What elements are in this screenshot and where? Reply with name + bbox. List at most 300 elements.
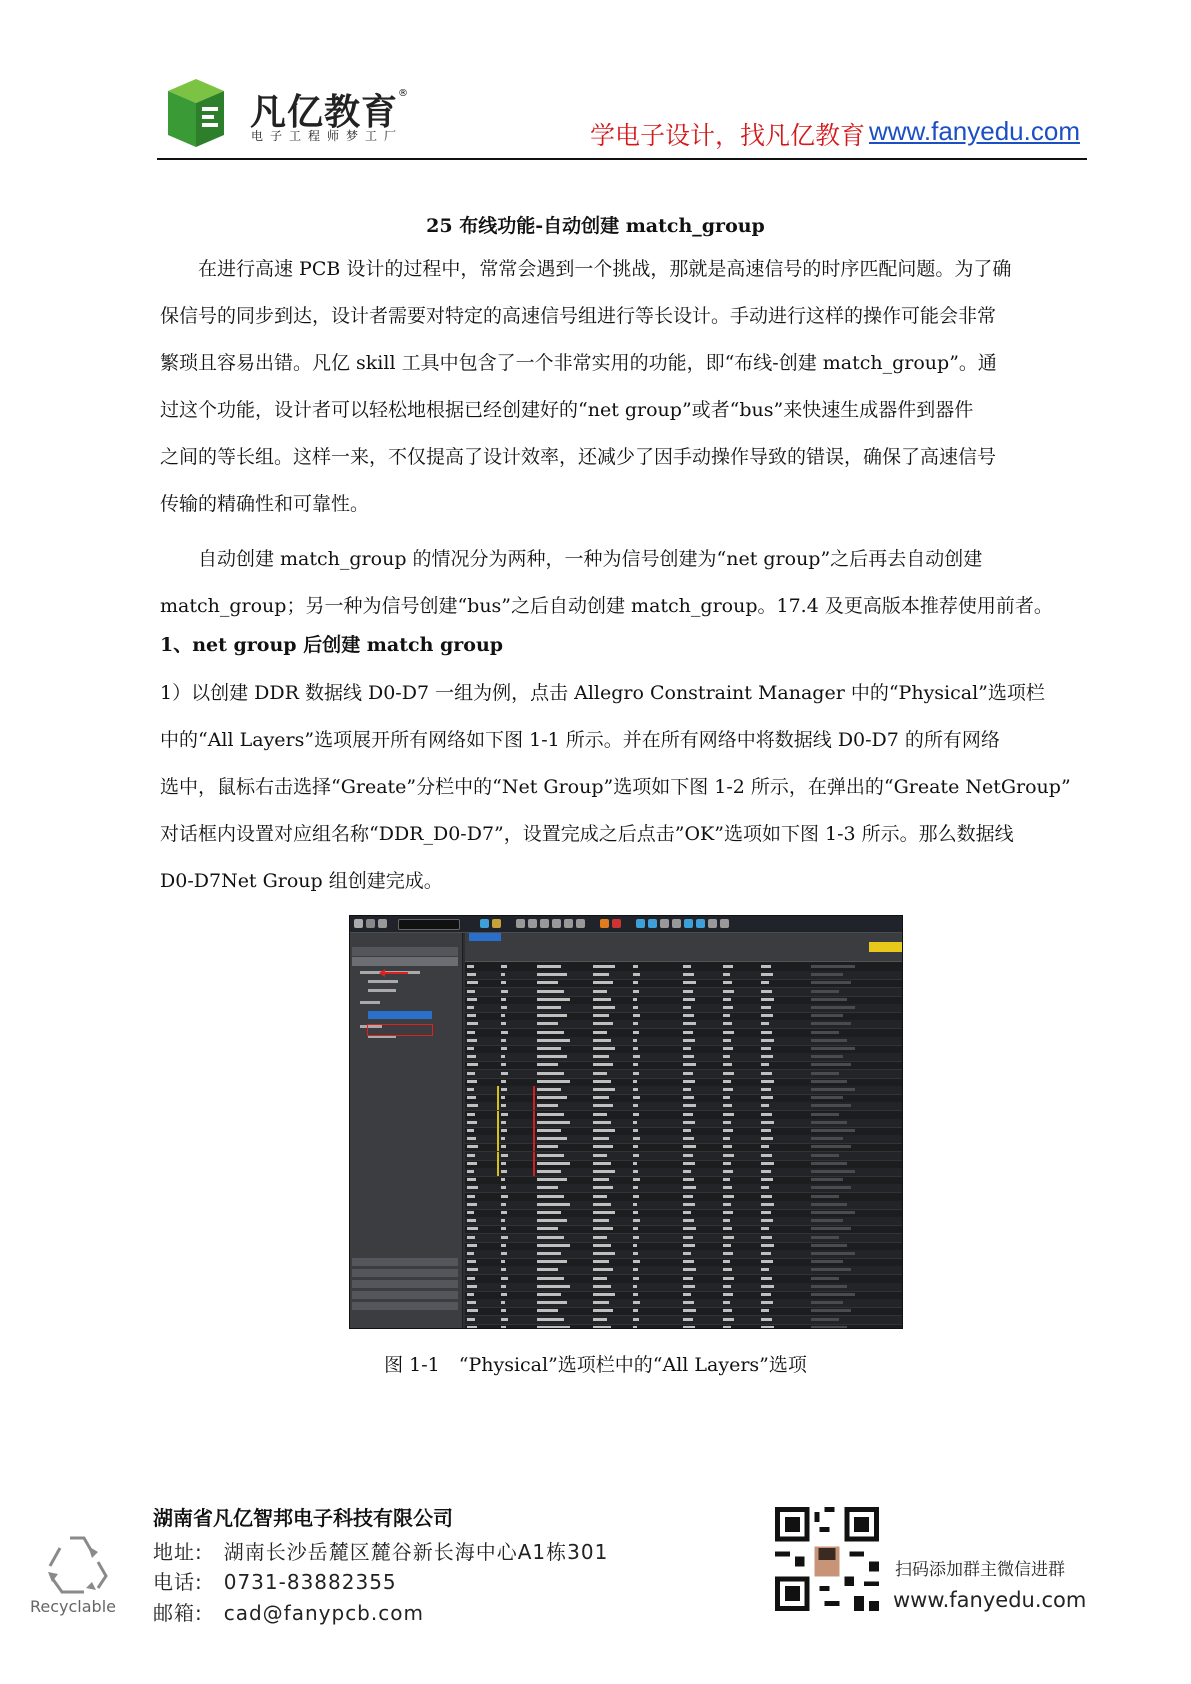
spreadsheet-cell	[683, 1154, 693, 1157]
spreadsheet-header	[465, 933, 902, 962]
spreadsheet-cell	[633, 1178, 640, 1181]
spreadsheet-cell	[723, 1244, 731, 1247]
spreadsheet-cell	[761, 1088, 771, 1091]
spreadsheet-cell	[761, 1162, 774, 1165]
text-line: match_group；另一种为信号创建“bus”之后自动创建 match_group。17.4 及更高版本推荐使用前者。	[160, 595, 1053, 617]
spreadsheet-tab	[469, 933, 501, 941]
spreadsheet-cell	[683, 1072, 693, 1075]
spreadsheet-cell	[467, 1277, 475, 1280]
text-line: 选中，鼠标右击选择“Greate”分栏中的“Net Group”选项如下图 1-2 所示，在弹出的“Greate NetGroup”	[160, 776, 1071, 798]
spreadsheet-cell	[811, 981, 851, 984]
spreadsheet-cell	[723, 1006, 733, 1009]
spreadsheet-cell	[811, 1186, 851, 1189]
selection-marker	[497, 1094, 499, 1102]
text-line: D0-D7Net Group 组创建完成。	[160, 870, 443, 892]
spreadsheet-cell	[501, 1072, 508, 1075]
spreadsheet-cell	[537, 1268, 558, 1271]
spreadsheet-cell	[501, 1219, 505, 1222]
spreadsheet-cell	[761, 1227, 769, 1230]
text-line: 过这个功能，设计者可以轻松地根据已经创建好的“net group”或者“bus”来快速生成器件到器件	[160, 399, 974, 421]
spreadsheet-cell	[633, 1022, 638, 1025]
spreadsheet-cell	[683, 1096, 694, 1099]
spreadsheet-cell	[723, 990, 734, 993]
spreadsheet-cell	[537, 1080, 570, 1083]
spreadsheet-cell	[593, 1301, 609, 1304]
header-website-link[interactable]: www.fanyedu.com	[869, 116, 1080, 146]
spreadsheet-cell	[683, 1252, 691, 1255]
spreadsheet-cell	[633, 1260, 640, 1263]
spreadsheet-cell	[467, 990, 475, 993]
spreadsheet-cell	[723, 1096, 730, 1099]
spreadsheet-cell	[501, 1195, 508, 1198]
constraint-manager-screenshot	[349, 915, 903, 1329]
spreadsheet-cell	[761, 1326, 774, 1329]
tree-section	[352, 1258, 458, 1266]
spreadsheet-cell	[633, 1227, 638, 1230]
toolbar-button	[600, 919, 609, 928]
spreadsheet-cell	[811, 1047, 855, 1050]
spreadsheet-cell	[723, 965, 733, 968]
spreadsheet-cell	[501, 1154, 508, 1157]
spreadsheet-cell	[683, 1326, 695, 1329]
spreadsheet-cell	[593, 1285, 611, 1288]
spreadsheet-cell	[811, 1031, 839, 1034]
spreadsheet-cell	[811, 1195, 839, 1198]
spreadsheet-cell	[683, 1063, 696, 1066]
spreadsheet-cell	[683, 1137, 694, 1140]
spreadsheet-cell	[593, 1022, 613, 1025]
spreadsheet-cell	[593, 1318, 607, 1321]
spreadsheet-cell	[633, 1063, 638, 1066]
spreadsheet-cell	[683, 1055, 694, 1058]
spreadsheet-cell	[467, 1170, 474, 1173]
spreadsheet-cell	[811, 1252, 855, 1255]
spreadsheet-cell	[467, 1121, 477, 1124]
spreadsheet-cell	[501, 1031, 508, 1034]
spreadsheet-cell	[683, 1211, 691, 1214]
spreadsheet-cell	[633, 1195, 639, 1198]
spreadsheet-cell	[537, 1088, 561, 1091]
spreadsheet-cell	[501, 981, 506, 984]
spreadsheet-cell	[761, 981, 769, 984]
spreadsheet-cell	[683, 1285, 695, 1288]
spreadsheet-cell	[761, 1293, 771, 1296]
spreadsheet-cell	[723, 1047, 733, 1050]
spreadsheet-cell	[593, 1063, 613, 1066]
spreadsheet-cell	[811, 990, 839, 993]
toolbar-button	[612, 919, 621, 928]
spreadsheet-cell	[593, 1121, 611, 1124]
spreadsheet-cell	[723, 1178, 730, 1181]
spreadsheet-cell	[501, 1211, 507, 1214]
spreadsheet-cell	[761, 1137, 773, 1140]
spreadsheet-cell	[723, 1293, 733, 1296]
spreadsheet-cell	[593, 1260, 609, 1263]
spreadsheet-cell	[761, 1195, 772, 1198]
spreadsheet-cell	[501, 1039, 506, 1042]
spreadsheet-cell	[633, 1039, 637, 1042]
toolbar-button	[528, 919, 537, 928]
spreadsheet-cell	[537, 990, 564, 993]
spreadsheet-cell	[683, 1014, 694, 1017]
spreadsheet-cell	[593, 1244, 611, 1247]
tree-item	[360, 1001, 380, 1004]
spreadsheet-cell	[723, 1309, 732, 1312]
spreadsheet-cell	[633, 1203, 637, 1206]
spreadsheet-cell	[723, 1145, 732, 1148]
spreadsheet-cell	[761, 1260, 773, 1263]
spreadsheet-cell	[761, 1145, 769, 1148]
spreadsheet-cell	[761, 1211, 771, 1214]
spreadsheet-cell	[811, 1055, 843, 1058]
spreadsheet-cell	[467, 1260, 476, 1263]
spreadsheet-cell	[761, 1104, 769, 1107]
selection-marker	[533, 1094, 535, 1102]
spreadsheet-cell	[593, 1219, 609, 1222]
spreadsheet-cell	[811, 998, 847, 1001]
spreadsheet-cell	[633, 1293, 638, 1296]
spreadsheet-cell	[467, 1195, 475, 1198]
spreadsheet-cell	[467, 1031, 475, 1034]
spreadsheet-cell	[723, 1211, 733, 1214]
spreadsheet-cell	[723, 1170, 733, 1173]
fanyi-logo-icon	[160, 77, 232, 149]
spreadsheet-cell	[683, 1121, 695, 1124]
spreadsheet-cell	[723, 1088, 733, 1091]
tree-node-physical	[352, 957, 458, 966]
selection-marker	[533, 1135, 535, 1143]
spreadsheet-cell	[723, 1252, 733, 1255]
spreadsheet-cell	[501, 1318, 508, 1321]
spreadsheet-cell	[633, 1088, 638, 1091]
spreadsheet-cell	[811, 1203, 847, 1206]
spreadsheet-cell	[811, 1236, 839, 1239]
spreadsheet-cell	[633, 1301, 640, 1304]
spreadsheet-cell	[537, 973, 567, 976]
spreadsheet-cell	[467, 1186, 478, 1189]
recyclable-label: Recyclable	[30, 1597, 116, 1616]
spreadsheet-cell	[811, 1154, 839, 1157]
selection-marker	[533, 1143, 535, 1151]
spreadsheet-cell	[467, 981, 478, 984]
red-arrow-annotation	[384, 972, 408, 974]
spreadsheet-cell	[537, 1055, 567, 1058]
spreadsheet-cell	[811, 1006, 855, 1009]
qr-caption: 扫码添加群主微信进群	[895, 1560, 1065, 1580]
spreadsheet-cell	[761, 1113, 772, 1116]
spreadsheet-cell	[537, 1219, 567, 1222]
spreadsheet-cell	[593, 1031, 607, 1034]
wechat-qr-code-icon	[775, 1507, 879, 1611]
spreadsheet-cell	[537, 1096, 567, 1099]
toolbar-button	[684, 919, 693, 928]
spreadsheet-cell	[633, 1096, 640, 1099]
spreadsheet-cell	[537, 1195, 564, 1198]
spreadsheet-cell	[633, 1211, 638, 1214]
spreadsheet-cell	[593, 1047, 615, 1050]
company-phone: 电话: 0731-83882355	[153, 1570, 397, 1594]
spreadsheet-cell	[593, 1080, 611, 1083]
selection-marker	[533, 1119, 535, 1127]
spreadsheet-cell	[683, 1080, 695, 1083]
spreadsheet-cell	[501, 1162, 506, 1165]
tree-section	[352, 1269, 458, 1277]
spreadsheet-cell	[537, 1252, 561, 1255]
section-heading: 1、net group 后创建 match group	[160, 634, 504, 656]
spreadsheet-cell	[501, 1244, 506, 1247]
spreadsheet-cell	[761, 1203, 774, 1206]
spreadsheet-cell	[593, 998, 611, 1001]
spreadsheet-cell	[761, 1055, 773, 1058]
spreadsheet-cell	[467, 973, 476, 976]
toolbar-button	[648, 919, 657, 928]
spreadsheet-cell	[537, 1211, 561, 1214]
spreadsheet-cell	[811, 1178, 843, 1181]
tree-node-electrical	[352, 947, 458, 956]
spreadsheet-cell	[501, 998, 506, 1001]
spreadsheet-cell	[593, 1162, 611, 1165]
spreadsheet-cell	[761, 965, 771, 968]
spreadsheet-cell	[537, 1154, 564, 1157]
spreadsheet-cell	[467, 1293, 474, 1296]
spreadsheet-cell	[537, 1301, 567, 1304]
toolbar-button	[492, 919, 501, 928]
spreadsheet-cell	[761, 1047, 771, 1050]
spreadsheet-cell	[633, 1047, 638, 1050]
spreadsheet-cell	[683, 1039, 695, 1042]
worksheet-tree-panel	[350, 933, 463, 1328]
spreadsheet-cell	[537, 981, 558, 984]
spreadsheet-cell	[537, 1260, 567, 1263]
footer-website-link[interactable]: www.fanyedu.com	[893, 1588, 1087, 1612]
spreadsheet-cell	[633, 1055, 640, 1058]
spreadsheet-cell	[761, 1277, 772, 1280]
tree-item	[368, 980, 398, 983]
spreadsheet-cell	[501, 1178, 505, 1181]
spreadsheet-cell	[501, 1227, 506, 1230]
spreadsheet-cell	[811, 1145, 851, 1148]
toolbar-button	[696, 919, 705, 928]
spreadsheet-cell	[761, 1072, 772, 1075]
spreadsheet-cell	[633, 1170, 638, 1173]
toolbar-button	[636, 919, 645, 928]
spreadsheet-cell	[723, 1154, 734, 1157]
spreadsheet-cell	[633, 965, 638, 968]
spreadsheet-cell	[593, 981, 613, 984]
spreadsheet-cell	[501, 1063, 506, 1066]
spreadsheet-cell	[683, 1178, 694, 1181]
spreadsheet-cell	[593, 1154, 607, 1157]
spreadsheet-cell	[633, 1129, 638, 1132]
tree-item	[368, 989, 396, 992]
selection-marker	[533, 1111, 535, 1119]
spreadsheet-cell	[811, 1039, 847, 1042]
toolbar	[350, 916, 902, 933]
spreadsheet-cell	[723, 1318, 734, 1321]
spreadsheet-cell	[467, 1219, 476, 1222]
spreadsheet-cell	[467, 1309, 478, 1312]
spreadsheet-cell	[683, 1203, 695, 1206]
spreadsheet-cell	[683, 1186, 696, 1189]
spreadsheet-cell	[811, 1162, 847, 1165]
spreadsheet-cell	[467, 998, 477, 1001]
spreadsheet-cell	[683, 1162, 695, 1165]
spreadsheet-cell	[593, 1170, 615, 1173]
spreadsheet-cell	[593, 1252, 615, 1255]
spreadsheet-cell	[723, 1121, 731, 1124]
spreadsheet-cell	[683, 1129, 691, 1132]
spreadsheet-cell	[761, 1129, 771, 1132]
spreadsheet-cell	[723, 1301, 730, 1304]
spreadsheet-cell	[683, 998, 695, 1001]
spreadsheet-cell	[761, 1121, 774, 1124]
spreadsheet-cell	[683, 1277, 693, 1280]
spreadsheet-cell	[501, 1301, 505, 1304]
company-name: 湖南省凡亿智邦电子科技有限公司	[153, 1506, 453, 1530]
spreadsheet-cell	[593, 1137, 609, 1140]
spreadsheet-cell	[501, 1014, 505, 1017]
red-highlight-box	[367, 1024, 433, 1036]
selection-marker	[497, 1111, 499, 1119]
spreadsheet-cell	[467, 1227, 478, 1230]
spreadsheet-cell	[683, 1318, 693, 1321]
spreadsheet-cell	[501, 1293, 507, 1296]
spreadsheet-cell	[501, 1277, 508, 1280]
toolbar-button	[720, 919, 729, 928]
spreadsheet-cell	[501, 1145, 506, 1148]
spreadsheet-cell	[811, 1301, 843, 1304]
spreadsheet-cell	[761, 1301, 773, 1304]
spreadsheet-cell	[723, 998, 731, 1001]
spreadsheet-cell	[593, 965, 615, 968]
spreadsheet-cell	[467, 965, 474, 968]
selection-marker	[497, 1143, 499, 1151]
spreadsheet-cell	[683, 990, 693, 993]
spreadsheet-cell	[501, 1096, 505, 1099]
spreadsheet-cell	[633, 1268, 638, 1271]
spreadsheet-cell	[467, 1326, 477, 1329]
spreadsheet-cell	[683, 1170, 691, 1173]
spreadsheet-cell	[501, 965, 507, 968]
spreadsheet-cell	[501, 1047, 507, 1050]
spreadsheet-cell	[723, 981, 732, 984]
spreadsheet-cell	[723, 1072, 734, 1075]
intro-paragraph	[160, 246, 1090, 528]
spreadsheet-cell	[633, 1236, 639, 1239]
toolbar-button	[564, 919, 573, 928]
text-line: 之间的等长组。这样一来，不仅提高了设计效率，还减少了因手动操作导致的错误，确保了高速信号	[160, 446, 997, 468]
spreadsheet-cell	[467, 1145, 478, 1148]
spreadsheet-cell	[501, 1309, 506, 1312]
spreadsheet-cell	[723, 1326, 731, 1329]
registered-mark: ®	[398, 88, 408, 99]
spreadsheet-cell	[537, 1039, 570, 1042]
spreadsheet-cell	[761, 1154, 772, 1157]
spreadsheet-cell	[501, 1055, 505, 1058]
spreadsheet-cell	[761, 1080, 774, 1083]
spreadsheet-cell	[723, 1203, 731, 1206]
selection-marker	[497, 1127, 499, 1135]
spreadsheet-cell	[537, 1309, 558, 1312]
spreadsheet-cell	[633, 1186, 638, 1189]
spreadsheet-cell	[723, 1055, 730, 1058]
spreadsheet-cell	[467, 1014, 476, 1017]
text-line: 中的“All Layers”选项展开所有网络如下图 1-1 所示。并在所有网络中将数据线 D0-D7 的所有网络	[160, 729, 1000, 751]
spreadsheet-cell	[811, 1080, 847, 1083]
spreadsheet-cell	[683, 1309, 696, 1312]
spreadsheet-cell	[633, 1154, 639, 1157]
spreadsheet-cell	[633, 1006, 638, 1009]
text-line: 自动创建 match_group 的情况分为两种，一种为信号创建为“net group”之后再去自动创建	[160, 548, 983, 570]
toolbar-button	[366, 919, 375, 928]
spreadsheet-cell	[467, 1096, 476, 1099]
brand-slogan: 电子工程师梦工厂	[251, 129, 404, 143]
spreadsheet-cell	[467, 1039, 477, 1042]
header-tagline: 学电子设计，找凡亿教育	[590, 121, 866, 150]
spreadsheet-cell	[811, 1285, 847, 1288]
spreadsheet-cell	[467, 1055, 476, 1058]
spreadsheet-cell	[633, 998, 637, 1001]
spreadsheet-cell	[633, 1014, 640, 1017]
selection-marker	[533, 1086, 535, 1094]
spreadsheet-cell	[467, 1047, 474, 1050]
selection-marker	[497, 1168, 499, 1176]
spreadsheet-cell	[761, 1014, 773, 1017]
spreadsheet-cell	[501, 1252, 507, 1255]
brand-name: 凡亿教育	[250, 92, 399, 133]
spreadsheet-cell	[761, 1236, 772, 1239]
spreadsheet-cell	[811, 1137, 843, 1140]
spreadsheet-cell	[761, 1022, 769, 1025]
header-divider	[157, 158, 1087, 160]
spreadsheet-cell	[633, 1121, 637, 1124]
spreadsheet-cell	[467, 1178, 476, 1181]
spreadsheet-cell	[633, 1137, 640, 1140]
spreadsheet-cell	[467, 1268, 478, 1271]
spreadsheet-cell	[761, 1252, 771, 1255]
spreadsheet-cell	[633, 1080, 637, 1083]
spreadsheet-cell	[633, 1244, 637, 1247]
spreadsheet-cell	[501, 1170, 507, 1173]
spreadsheet-cell	[761, 1309, 769, 1312]
spreadsheet-cell	[633, 1072, 639, 1075]
spreadsheet-cell	[723, 1113, 734, 1116]
spreadsheet-cell	[593, 1309, 613, 1312]
spreadsheet-cell	[501, 1203, 506, 1206]
spreadsheet-cell	[593, 1203, 611, 1206]
spreadsheet-cell	[633, 1285, 637, 1288]
spreadsheet-cell	[537, 1006, 561, 1009]
spreadsheet-cell	[811, 1277, 839, 1280]
spreadsheet-cell	[593, 1072, 607, 1075]
spreadsheet-cell	[537, 1203, 570, 1206]
spreadsheet-cell	[467, 1129, 474, 1132]
toolbar-button	[540, 919, 549, 928]
spreadsheet-cell	[467, 1301, 476, 1304]
spreadsheet-cell	[537, 998, 570, 1001]
text-line: 繁琐且容易出错。凡亿 skill 工具中包含了一个非常实用的功能，即“布线-创建 match_group”。通	[160, 352, 997, 374]
spreadsheet-cell	[537, 1227, 558, 1230]
spreadsheet-cell	[761, 1219, 773, 1222]
selection-marker	[497, 1152, 499, 1160]
selection-marker	[497, 1135, 499, 1143]
spreadsheet-cell	[633, 1277, 639, 1280]
selection-marker	[497, 1160, 499, 1168]
spreadsheet-cell	[633, 973, 640, 976]
selection-marker	[533, 1127, 535, 1135]
spreadsheet-cell	[537, 1113, 564, 1116]
toolbar-button	[672, 919, 681, 928]
